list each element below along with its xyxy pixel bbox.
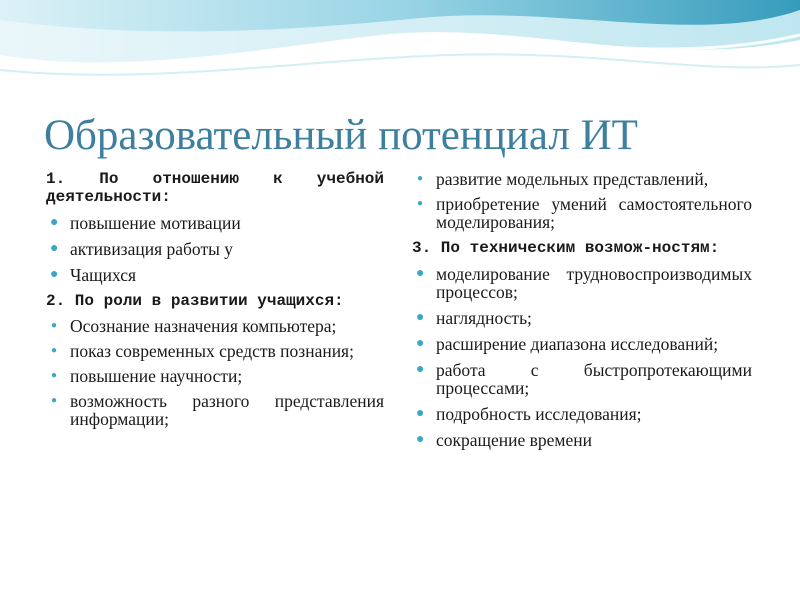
list-item: ● расширение диапазона исследований;: [416, 334, 719, 354]
right-column: [412, 170, 752, 449]
list-item: ● возможность разного представления информации;: [51, 391, 384, 429]
bullet-icon: ●: [50, 215, 59, 230]
section-heading-1: 1. По отношению к учебной деятельности:: [46, 170, 384, 206]
list-item: ● приобретение умений самостоятельного моделирования;: [417, 194, 752, 232]
section-heading-2: 2. По роли в развитии учащихся:: [46, 292, 344, 310]
list-item: ● работа с быстропротекающими процессами;: [416, 360, 752, 398]
bullet-icon: ●: [417, 173, 424, 184]
list-item: ● моделирование трудновоспроизводимых процессов;: [416, 264, 752, 302]
section-heading-3: 3. По техническим возмож-ностям:: [412, 239, 720, 257]
list-item: ● показ современных средств познания;: [51, 341, 354, 361]
list-item: ● развитие модельных представлений,: [417, 169, 709, 189]
bullet-icon: ●: [416, 406, 425, 421]
bullet-icon: ●: [50, 267, 59, 282]
header-wave-decoration: [0, 0, 800, 100]
bullet-icon: ●: [417, 198, 424, 209]
list-item: ● Осознание назначения компьютера;: [51, 316, 337, 336]
bullet-icon: ●: [416, 310, 425, 325]
list-item: ● подробность исследования;: [416, 404, 642, 424]
bullet-icon: ●: [50, 241, 59, 256]
bullet-icon: ●: [416, 266, 425, 281]
slide-title: Образовательный потенциал ИТ: [44, 112, 638, 159]
bullet-icon: ●: [51, 345, 58, 356]
left-column: [46, 170, 384, 428]
bullet-icon: ●: [416, 432, 425, 447]
list-item: ● сокращение времени: [416, 430, 593, 450]
bullet-icon: ●: [51, 320, 58, 331]
list-item: ● активизация работы у: [50, 239, 233, 259]
bullet-icon: ●: [51, 395, 58, 406]
list-item: ● наглядность;: [416, 308, 532, 328]
bullet-icon: ●: [416, 336, 425, 351]
bullet-icon: ●: [51, 370, 58, 381]
list-item: ● повышение мотивации: [50, 213, 241, 233]
list-item: ● Чащихся: [50, 265, 137, 285]
list-item: ● повышение научности;: [51, 366, 243, 386]
bullet-icon: ●: [416, 362, 425, 377]
